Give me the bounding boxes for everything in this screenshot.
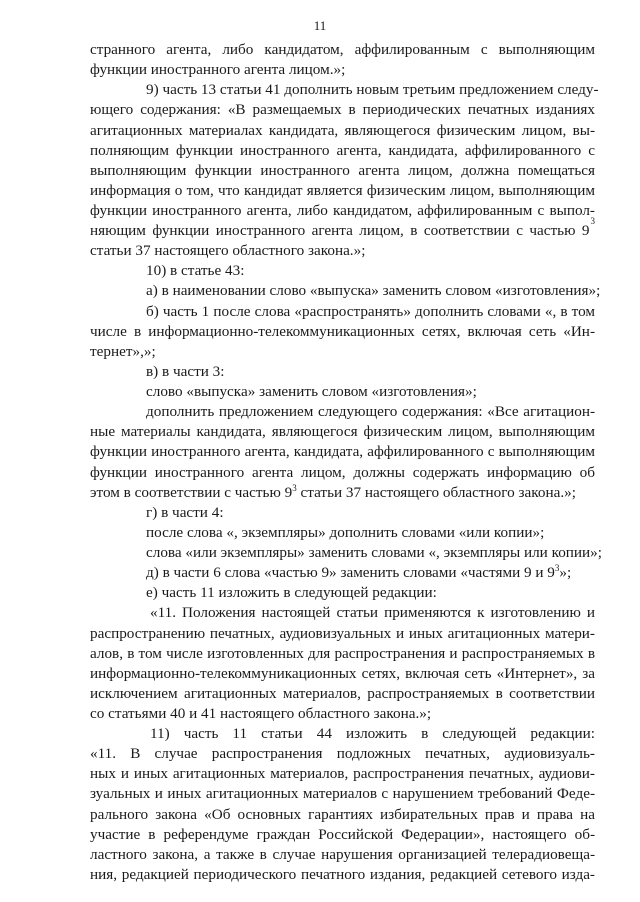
text-line: б) часть 1 после слова «распространять» дополнить словами «, в том [146,302,595,320]
text-line: статьи 37 настоящего областного закона.»; [90,242,366,260]
text-line: числе в информационно-телекоммуникационных сетях, включая сеть «Ин- [90,322,595,340]
text-line [90,483,595,503]
text-line: г) в части 4: [146,503,224,521]
text-line: а) в наименовании слово «выпуска» заменить словом «изготовления»; [146,282,601,300]
page-number: 11 [313,18,327,33]
text-line: со статьями 40 и 41 настоящего областного закона.»; [90,704,432,722]
text-line: исключением агитационных материалов, распространяемых в соответствии [90,684,595,702]
text-line: 10) в статье 43: [146,262,245,280]
text-line: 9) часть 13 статьи 41 дополнить новым третьим предложением следу- [146,81,599,99]
text-line: ные материалы кандидата, являющегося физическим лицом, выполняющим [90,423,595,441]
text-fragment: д) в части 6 слова «частью 9» заменить словами «частями 9 и 9 [146,564,555,582]
text-line: тернет»,»; [90,342,156,360]
text-line: рального закона «Об основных гарантиях избирательных прав и права на [90,805,595,823]
text-line: выполняющим функции иностранного агента лицом, должна помещаться [90,161,595,179]
text-line: «11. Положения настоящей статьи применяются к изготовлению и [150,604,595,622]
text-line: функции иностранного агента, кандидата, аффилированного с выполняющим [90,443,595,461]
text-fragment: статьи 37 настоящего областного закона.»; [296,483,576,501]
text-line: «11. В случае распространения подложных печатных, аудиовизуаль- [90,745,595,763]
text-line [146,563,595,583]
text-line: участие в референдуме граждан Российской Федерации», настоящего об- [90,825,595,843]
text-line: распространению печатных, аудиовизуальных и иных агитационных матери- [90,624,595,642]
text-line: дополнить предложением следующего содержания: «Все агитацион- [146,403,595,421]
text-line [90,216,595,241]
superscript: 3 [292,482,297,493]
text-line: информация о том, что кандидат является физическим лицом, выполняющим [90,181,595,199]
text-line: информационно-телекоммуникационных сетях, включая сеть «Интернет», за [90,664,595,682]
text-fragment: этом в соответствии с частью 9 [90,483,293,501]
text-line: функции иностранного агента, либо кандидатом, аффилированным с выпол- [90,202,595,219]
text-line: е) часть 11 изложить в следующей редакции: [146,584,437,602]
text-line: странного агента, либо кандидатом, аффилированным с выполняющим [90,41,595,58]
text-line: функции иностранного агента лицом, должны содержать информацию об [90,463,595,481]
text-line: зуальных и иных агитационных материалов с нарушением требований Феде- [90,785,595,803]
text-line: алов, в том числе изготовленных для распространения и распространяемых в [90,644,595,662]
text-line: функции иностранного агента лицом.»; [90,61,346,79]
text-fragment: няющим функции иностранного агента лицом, в соответствии с частью 9 [90,222,590,240]
text-fragment: »; [559,564,572,582]
text-line: полняющим функции иностранного агента, кандидата, аффилированного с [90,141,595,159]
text-line: в) в части 3: [146,362,225,380]
superscript: 3 [590,216,595,227]
text-line: ния, редакцией периодического печатного издания, редакцией сетевого изда- [90,865,595,883]
text-line: ных и иных агитационных материалов, распространения печатных, аудиови- [90,765,595,783]
superscript: 3 [554,563,560,574]
text-line: слово «выпуска» заменить словом «изготовления»; [146,383,477,400]
text-line: слова «или экземпляры» заменить словами «, экземпляры или копии»; [146,544,602,561]
text-line: ющего содержания: «В размещаемых в периодических печатных изданиях [90,101,595,119]
text-line: 11) часть 11 статьи 44 изложить в следующей редакции: [150,725,595,742]
text-line: ластного закона, а также в случае нарушения организацией телерадиовеща- [90,845,595,863]
text-line: агитационных материалах кандидата, являющегося физическим лицом, вы- [90,121,595,139]
text-line: после слова «, экземпляры» дополнить словами «или копии»; [146,523,545,541]
